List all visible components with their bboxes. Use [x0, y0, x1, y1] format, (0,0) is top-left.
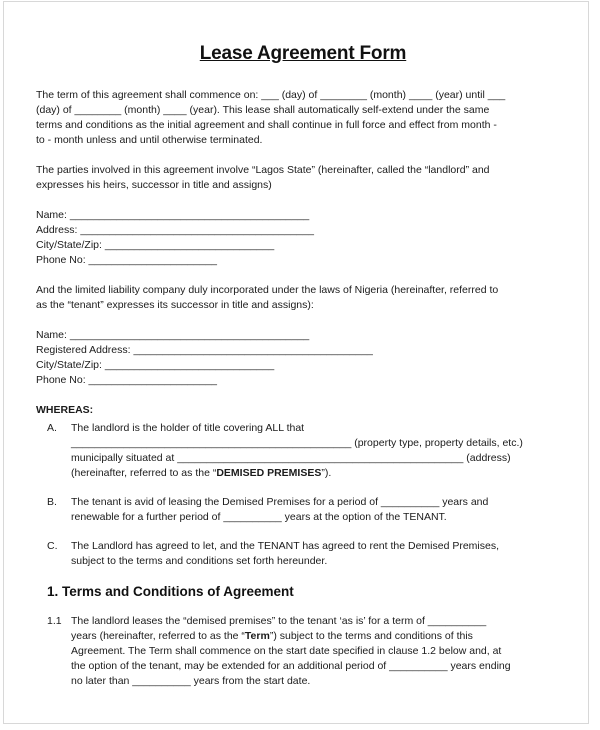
clause-1-1-body [71, 614, 570, 689]
text-line: The landlord is the holder of title covering ALL that [71, 422, 305, 434]
whereas-item-a [47, 421, 570, 481]
tenant-fields [36, 328, 570, 388]
whereas-item-b [47, 495, 570, 525]
whereas-item-b-body [71, 495, 570, 525]
whereas-item-c [47, 539, 570, 569]
text-line: the option of the tenant, may be extended for an additional period of __________ years ending [71, 660, 511, 672]
intro-paragraph [36, 88, 570, 148]
text-line: renewable for a further period of __________ years at the option of the TENANT. [71, 511, 447, 523]
landlord-city-state-zip-field: City/State/Zip: _____________________________ [36, 239, 275, 251]
clause-marker: 1.1 [47, 615, 62, 627]
list-marker: A. [47, 422, 57, 434]
whereas-heading: WHEREAS: [36, 404, 94, 416]
tenant-name-field: Name: _________________________________________ [36, 329, 310, 341]
text-segment: ”). [321, 467, 332, 479]
text-line: And the limited liability company duly incorporated under the laws of Nigeria (hereinafter, referred to [36, 284, 499, 296]
text-line: ________________________________________________ (property type, property details, etc.) [71, 437, 523, 449]
text-segment: ”) subject to the terms and conditions of this [269, 630, 473, 642]
text-line: The term of this agreement shall commence on: ___ (day) of ________ (month) ____ (year) until ___ [36, 89, 506, 101]
text-line: expresses his heirs, successor in title and assigns) [36, 179, 272, 191]
text-line: The landlord leases the “demised premises” to the tenant ‘as is’ for a term of __________ [71, 615, 487, 627]
landlord-name-field: Name: _________________________________________ [36, 209, 310, 221]
demised-premises-term: DEMISED PREMISES [216, 467, 322, 479]
text-line: as the “tenant” expresses its successor in title and assigns): [36, 299, 314, 311]
whereas-item-a-body [71, 421, 570, 481]
landlord-address-field: Address: ________________________________________ [36, 224, 314, 236]
text-segment: years (hereinafter, referred to as the “ [71, 630, 245, 642]
term-keyword: Term [244, 630, 270, 642]
text-line: Agreement. The Term shall commence on the start date specified in clause 1.2 below and, at [71, 645, 502, 657]
text-line [71, 466, 570, 481]
text-segment: (hereinafter, referred to as the “ [71, 467, 217, 479]
tenant-phone-field: Phone No: ______________________ [36, 374, 218, 386]
page-title: Lease Agreement Form [199, 43, 407, 64]
clause-1-1 [47, 614, 570, 689]
landlord-fields [36, 208, 570, 268]
landlord-phone-field: Phone No: ______________________ [36, 254, 218, 266]
text-line: (day) of ________ (month) ____ (year). This lease shall automatically self-extend under the same [36, 104, 490, 116]
document-page [3, 1, 589, 724]
text-line [71, 629, 570, 644]
tenant-registered-address-field: Registered Address: _________________________________________ [36, 344, 373, 356]
text-line: The tenant is avid of leasing the Demised Premises for a period of __________ years and [71, 496, 489, 508]
list-marker: C. [47, 540, 58, 552]
text-line: The Landlord has agreed to let, and the TENANT has agreed to rent the Demised Premises, [71, 540, 500, 552]
tenant-intro-paragraph [36, 283, 570, 313]
list-marker: B. [47, 496, 57, 508]
text-line: municipally situated at _________________________________________________ (address) [71, 452, 511, 464]
text-line: The parties involved in this agreement involve “Lagos State” (hereinafter, called the “landlord” and [36, 164, 490, 176]
text-line: to - month unless and until otherwise terminated. [36, 134, 263, 146]
tenant-city-state-zip-field: City/State/Zip: _____________________________ [36, 359, 275, 371]
section-1-heading: 1. Terms and Conditions of Agreement [47, 584, 294, 599]
text-line: subject to the terms and conditions set forth hereunder. [71, 555, 328, 567]
parties-paragraph [36, 163, 570, 193]
text-line: terms and conditions as the initial agreement and shall continue in full force and effect from month - [36, 119, 497, 131]
text-line: no later than __________ years from the start date. [71, 675, 311, 687]
whereas-item-c-body [71, 539, 570, 569]
